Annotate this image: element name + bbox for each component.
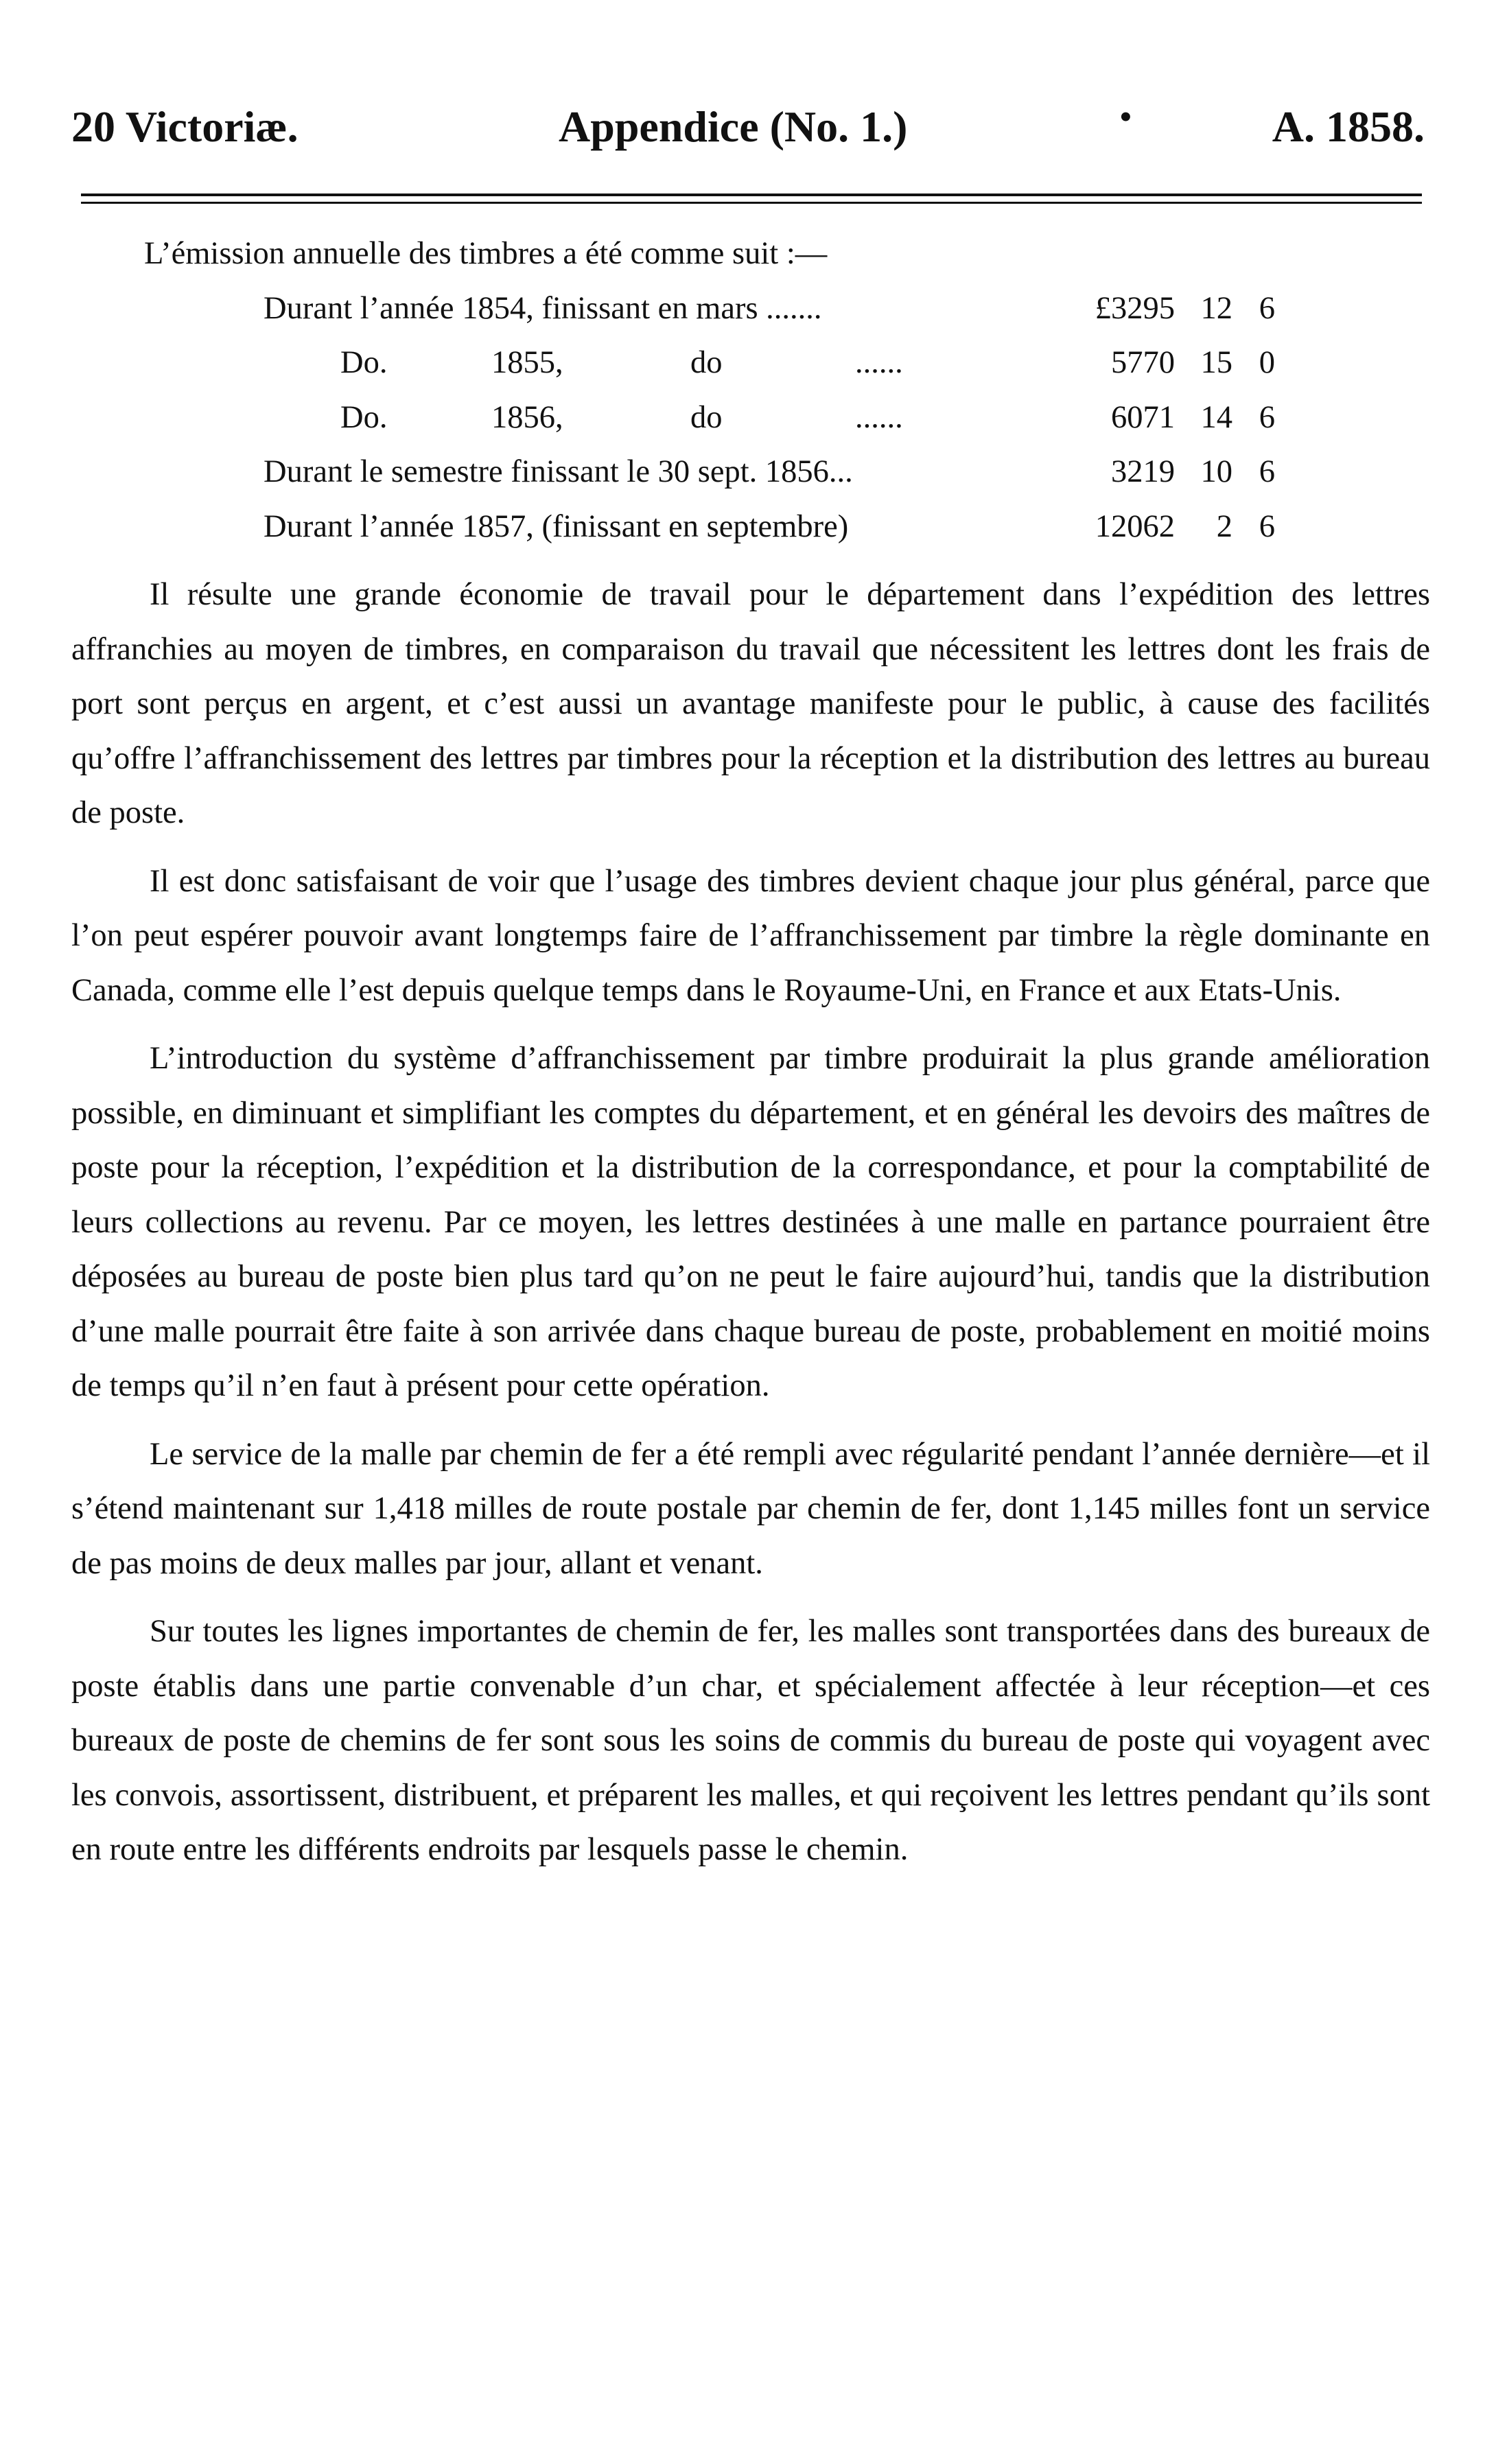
table-row <box>264 500 1275 554</box>
emission-table <box>264 281 1275 554</box>
paragraph-bureaux-ambulants: Sur toutes les lignes importantes de chemin de fer, les malles sont transportées dans des bureaux de poste établis dans une partie convenable d’un char, et spécialement affectée à leur réception—et ces bureaux de poste de chemins de fer sont sous les soins de commis du bureau de poste qui voyagent avec les convois, assortissent, distribuent, et préparent les malles, et qui reçoivent les lettres pendant qu’ils sont en route entre les différents endroits par lesquels passe le chemin. <box>71 1614 1430 1867</box>
emission-label-ditto: do <box>690 345 723 380</box>
paragraph-usage-timbres: Il est donc satisfaisant de voir que l’usage des timbres devient chaque jour plus général, parce que l’on peut espérer pouvoir avant longtemps faire de l’affranchissement par timbre la règle dominante en Canada, comme elle l’est depuis quelque temps dans le Royaume-Uni, en France et aux Etats-Unis. <box>71 863 1430 1008</box>
emission-label-ditto: do <box>690 399 723 435</box>
emission-pence: 6 <box>1259 290 1275 326</box>
emission-label: Durant le semestre finissant le 30 sept. 1856... <box>264 454 853 489</box>
header-year: A. 1858. <box>1272 102 1425 151</box>
emission-label-do: Do. <box>340 399 388 435</box>
table-row <box>264 281 1275 336</box>
paragraph-service-chemin-de-fer: Le service de la malle par chemin de fer a été rempli avec régularité pendant l’année dernière—et il s’étend maintenant sur 1,418 milles de route postale par chemin de fer, dont 1,145 milles font un service de pas moins de deux malles par jour, allant et venant. <box>71 1436 1430 1581</box>
emission-label-leader: ...... <box>855 345 903 380</box>
emission-label-leader: ...... <box>855 399 903 435</box>
emission-label <box>264 336 1053 390</box>
header-rule-top <box>81 193 1422 196</box>
emission-shillings: 14 <box>1200 399 1232 435</box>
emission-label: Durant l’année 1854, finissant en mars ....... <box>264 290 822 326</box>
header-session: 20 Victoriæ. <box>71 102 299 151</box>
emission-pounds: 6071 <box>1111 399 1175 435</box>
header-rule-bottom <box>81 202 1422 204</box>
emission-pounds: 5770 <box>1111 345 1175 380</box>
table-row <box>264 336 1275 390</box>
emission-label: Durant l’année 1857, (finissant en septembre) <box>264 508 849 544</box>
emission-label <box>264 390 1053 445</box>
emission-shillings: 15 <box>1200 345 1232 380</box>
page-header <box>71 96 1425 158</box>
emission-shillings: 10 <box>1200 454 1232 489</box>
emission-label-do: Do. <box>340 345 388 380</box>
paragraph-introduction-systeme: L’introduction du système d’affranchissement par timbre produirait la plus grande amélioration possible, en diminuant et simplifiant les comptes du département, et en général les devoirs des maîtres de poste pour la réception, l’expédition et la distribution de la correspondance, et pour la comptabilité de leurs collections au revenu. Par ce moyen, les lettres destinées à une malle en partance pourraient être déposées au bureau de poste bien plus tard qu’on ne peut le faire aujourd’hui, tandis que la distribution d’une malle pourrait être faite à son arrivée dans chaque bureau de poste, probablement en moitié moins de temps qu’il n’en faut à présent pour cette opération. <box>71 1041 1430 1403</box>
table-row <box>264 445 1275 500</box>
table-row <box>264 390 1275 445</box>
emission-label-year: 1855, <box>491 345 563 380</box>
emission-pence: 6 <box>1259 508 1275 544</box>
page-content <box>71 226 1430 1877</box>
emission-pence: 0 <box>1259 345 1275 380</box>
emission-pence: 6 <box>1259 454 1275 489</box>
paragraph-economie: Il résulte une grande économie de travail pour le département dans l’expédition des lettres affranchies au moyen de timbres, en comparaison du travail que nécessitent les lettres dont les frais de port sont perçus en argent, et c’est aussi un avantage manifeste pour le public, à cause des facilités qu’offre l’affranchissement des lettres par timbres pour la réception et la distribution des lettres au bureau de poste. <box>71 577 1430 830</box>
emission-pence: 6 <box>1259 399 1275 435</box>
emission-intro: L’émission annuelle des timbres a été comme suit :— <box>144 236 828 271</box>
emission-shillings: 12 <box>1200 290 1232 326</box>
emission-pounds: £3295 <box>1095 290 1175 326</box>
header-dot: • <box>1120 99 1132 135</box>
emission-pounds: 12062 <box>1095 508 1175 544</box>
emission-pounds: 3219 <box>1111 454 1175 489</box>
emission-shillings: 2 <box>1216 508 1232 544</box>
header-appendix: Appendice (No. 1.) <box>559 102 908 151</box>
emission-label-year: 1856, <box>491 399 563 435</box>
